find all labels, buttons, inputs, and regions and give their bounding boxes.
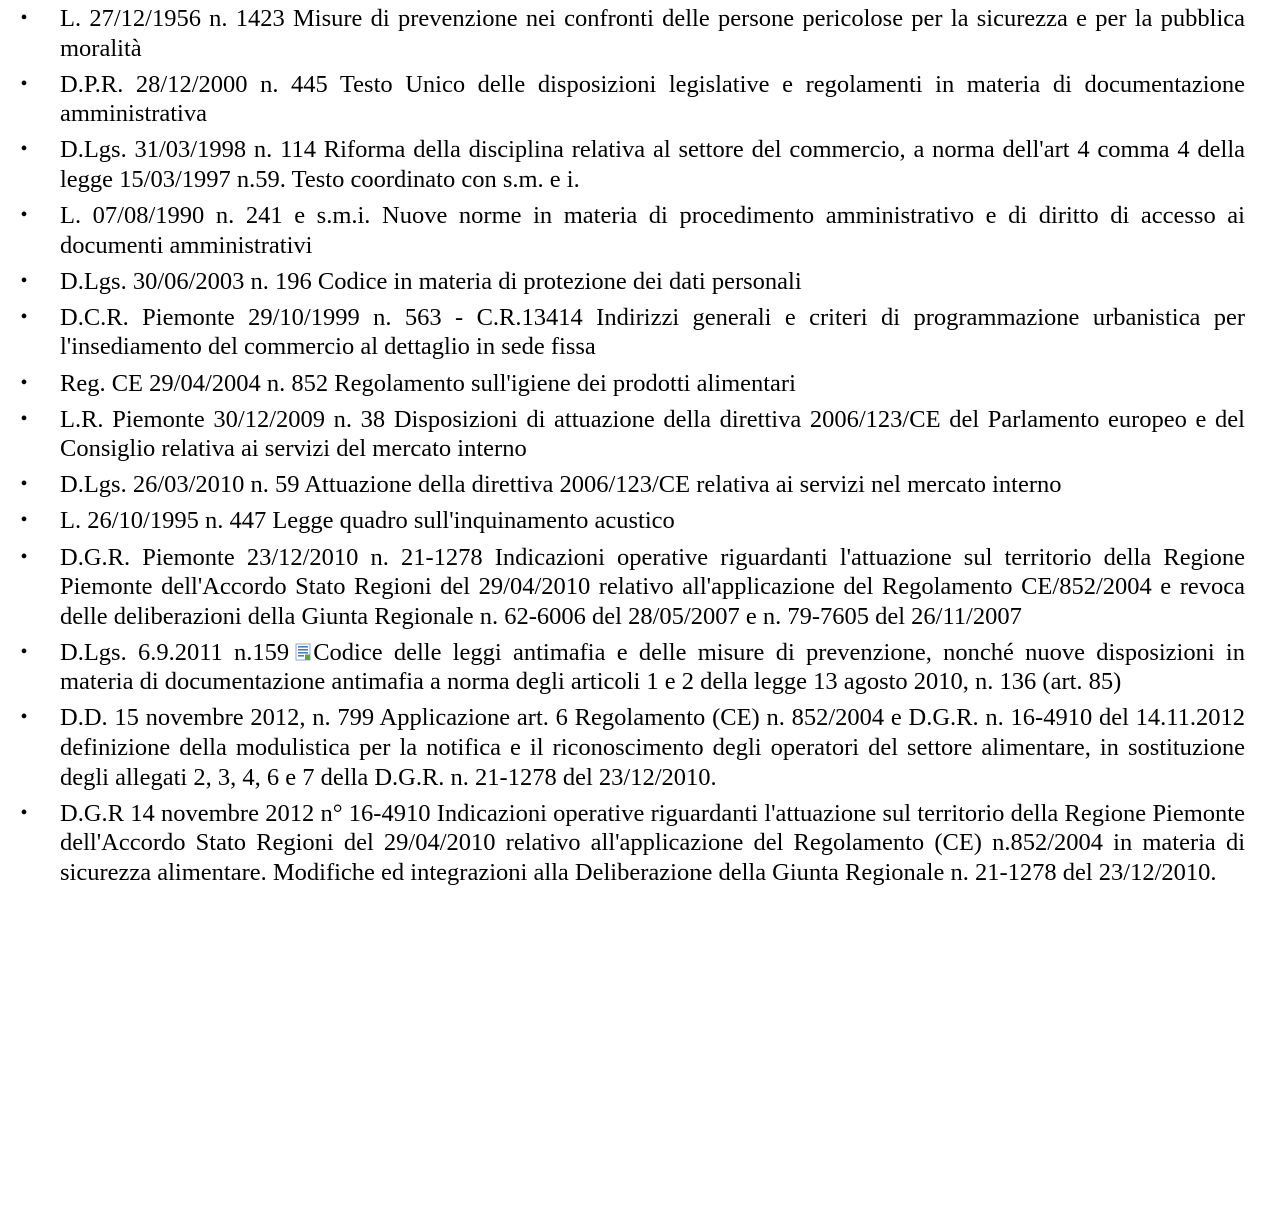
list-item-text: D.Lgs. 31/03/1998 n. 114 Riforma della disciplina relativa al settore del commercio, a norma dell'art 4 comma 4 della legge 15/03/1997 n.59. Testo coordinato con s.m. e i. xyxy=(60,136,1245,193)
list-item-text: Codice delle leggi antimafia e delle misure di prevenzione, nonché nuove disposizioni in materia di documentazione antimafia a norma degli articoli 1 e 2 della legge 13 agosto 2010, n. 136 (art. 85) xyxy=(60,638,1245,696)
list-item xyxy=(0,638,1245,697)
bullet: • xyxy=(20,706,28,729)
bullet: • xyxy=(20,640,28,663)
list-item-text: L. 27/12/1956 n. 1423 Misure di prevenzione nei confronti delle persone pericolose per la sicurezza e per la pubblica moralità xyxy=(60,5,1245,62)
list-item xyxy=(0,267,1245,297)
list-item xyxy=(0,405,1245,464)
list-item xyxy=(0,543,1245,632)
list-item xyxy=(0,703,1245,792)
bullet: • xyxy=(20,801,28,824)
bullet: • xyxy=(20,204,28,227)
list-item-text: D.D. 15 novembre 2012, n. 799 Applicazione art. 6 Regolamento (CE) n. 852/2004 e D.G.R. n. 16-4910 del 14.11.2012 definizione della modulistica per la notifica e il riconoscimento degli operatori del settore alimentare, in sostituzione degli allegati 2, 3, 4, 6 e 7 della D.G.R. n. 21-1278 del 23/12/2010. xyxy=(60,704,1245,791)
bullet: • xyxy=(20,371,28,394)
bullet: • xyxy=(20,509,28,532)
bullet: • xyxy=(20,7,28,29)
bullet: • xyxy=(20,138,28,161)
bullet: • xyxy=(20,473,28,496)
bullet: • xyxy=(20,305,28,328)
document-icon[interactable] xyxy=(295,639,311,657)
list-item-text: D.C.R. Piemonte 29/10/1999 n. 563 - C.R.13414 Indirizzi generali e criteri di programmazione urbanistica per l'insediamento del commercio al dettaglio in sede fissa xyxy=(60,303,1245,361)
list-item-text: L.R. Piemonte 30/12/2009 n. 38 Disposizioni di attuazione della direttiva 2006/123/CE del Parlamento europeo e del Consiglio relativa ai servizi del mercato interno xyxy=(60,405,1245,463)
list-item xyxy=(0,201,1245,260)
list-item xyxy=(0,799,1245,888)
bullet: • xyxy=(20,269,28,292)
list-item-text: D.Lgs. 26/03/2010 n. 59 Attuazione della direttiva 2006/123/CE relativa ai servizi nel mercato interno xyxy=(60,471,1062,499)
list-item xyxy=(0,369,1245,399)
bullet: • xyxy=(20,72,28,95)
list-item-text: L. 26/10/1995 n. 447 Legge quadro sull'inquinamento acustico xyxy=(60,507,675,535)
bullet: • xyxy=(20,545,28,568)
list-item-text: D.G.R 14 novembre 2012 n° 16-4910 Indicazioni operative riguardanti l'attuazione sul territorio della Regione Piemonte dell'Accordo Stato Regioni del 29/04/2010 relativo all'applicazione del Regolamento (CE) n.852/2004 in materia di sicurezza alimentare. Modifiche ed integrazioni alla Deliberazione della Giunta Regionale n. 21-1278 del 23/12/2010. xyxy=(60,799,1245,886)
list-item-text: D.P.R. 28/12/2000 n. 445 Testo Unico delle disposizioni legislative e regolamenti in materia di documentazione amministrativa xyxy=(60,70,1245,128)
list-item xyxy=(0,303,1245,362)
list-item-text: D.Lgs. 30/06/2003 n. 196 Codice in materia di protezione dei dati personali xyxy=(60,267,802,295)
list-item-text: Reg. CE 29/04/2004 n. 852 Regolamento sull'igiene dei prodotti alimentari xyxy=(60,369,796,397)
list-item xyxy=(0,470,1245,500)
list-item xyxy=(0,70,1245,129)
list-item xyxy=(0,4,1245,63)
legislation-list xyxy=(0,4,1245,888)
list-item-text: L. 07/08/1990 n. 241 e s.m.i. Nuove norme in materia di procedimento amministrativo e di diritto di accesso ai documenti amministrativi xyxy=(60,202,1245,259)
bullet: • xyxy=(20,407,28,430)
list-item xyxy=(0,506,1245,536)
list-item-text: D.G.R. Piemonte 23/12/2010 n. 21-1278 Indicazioni operative riguardanti l'attuazione sul territorio della Regione Piemonte dell'Accordo Stato Regioni del 29/04/2010 relativo all'applicazione del Regolamento CE/852/2004 e revoca delle deliberazioni della Giunta Regionale n. 62-6006 del 28/05/2007 e n. 79-7605 del 26/11/2007 xyxy=(60,543,1245,630)
list-item xyxy=(0,135,1245,194)
list-item-ref: D.Lgs. 6.9.2011 n.159 xyxy=(60,638,290,666)
